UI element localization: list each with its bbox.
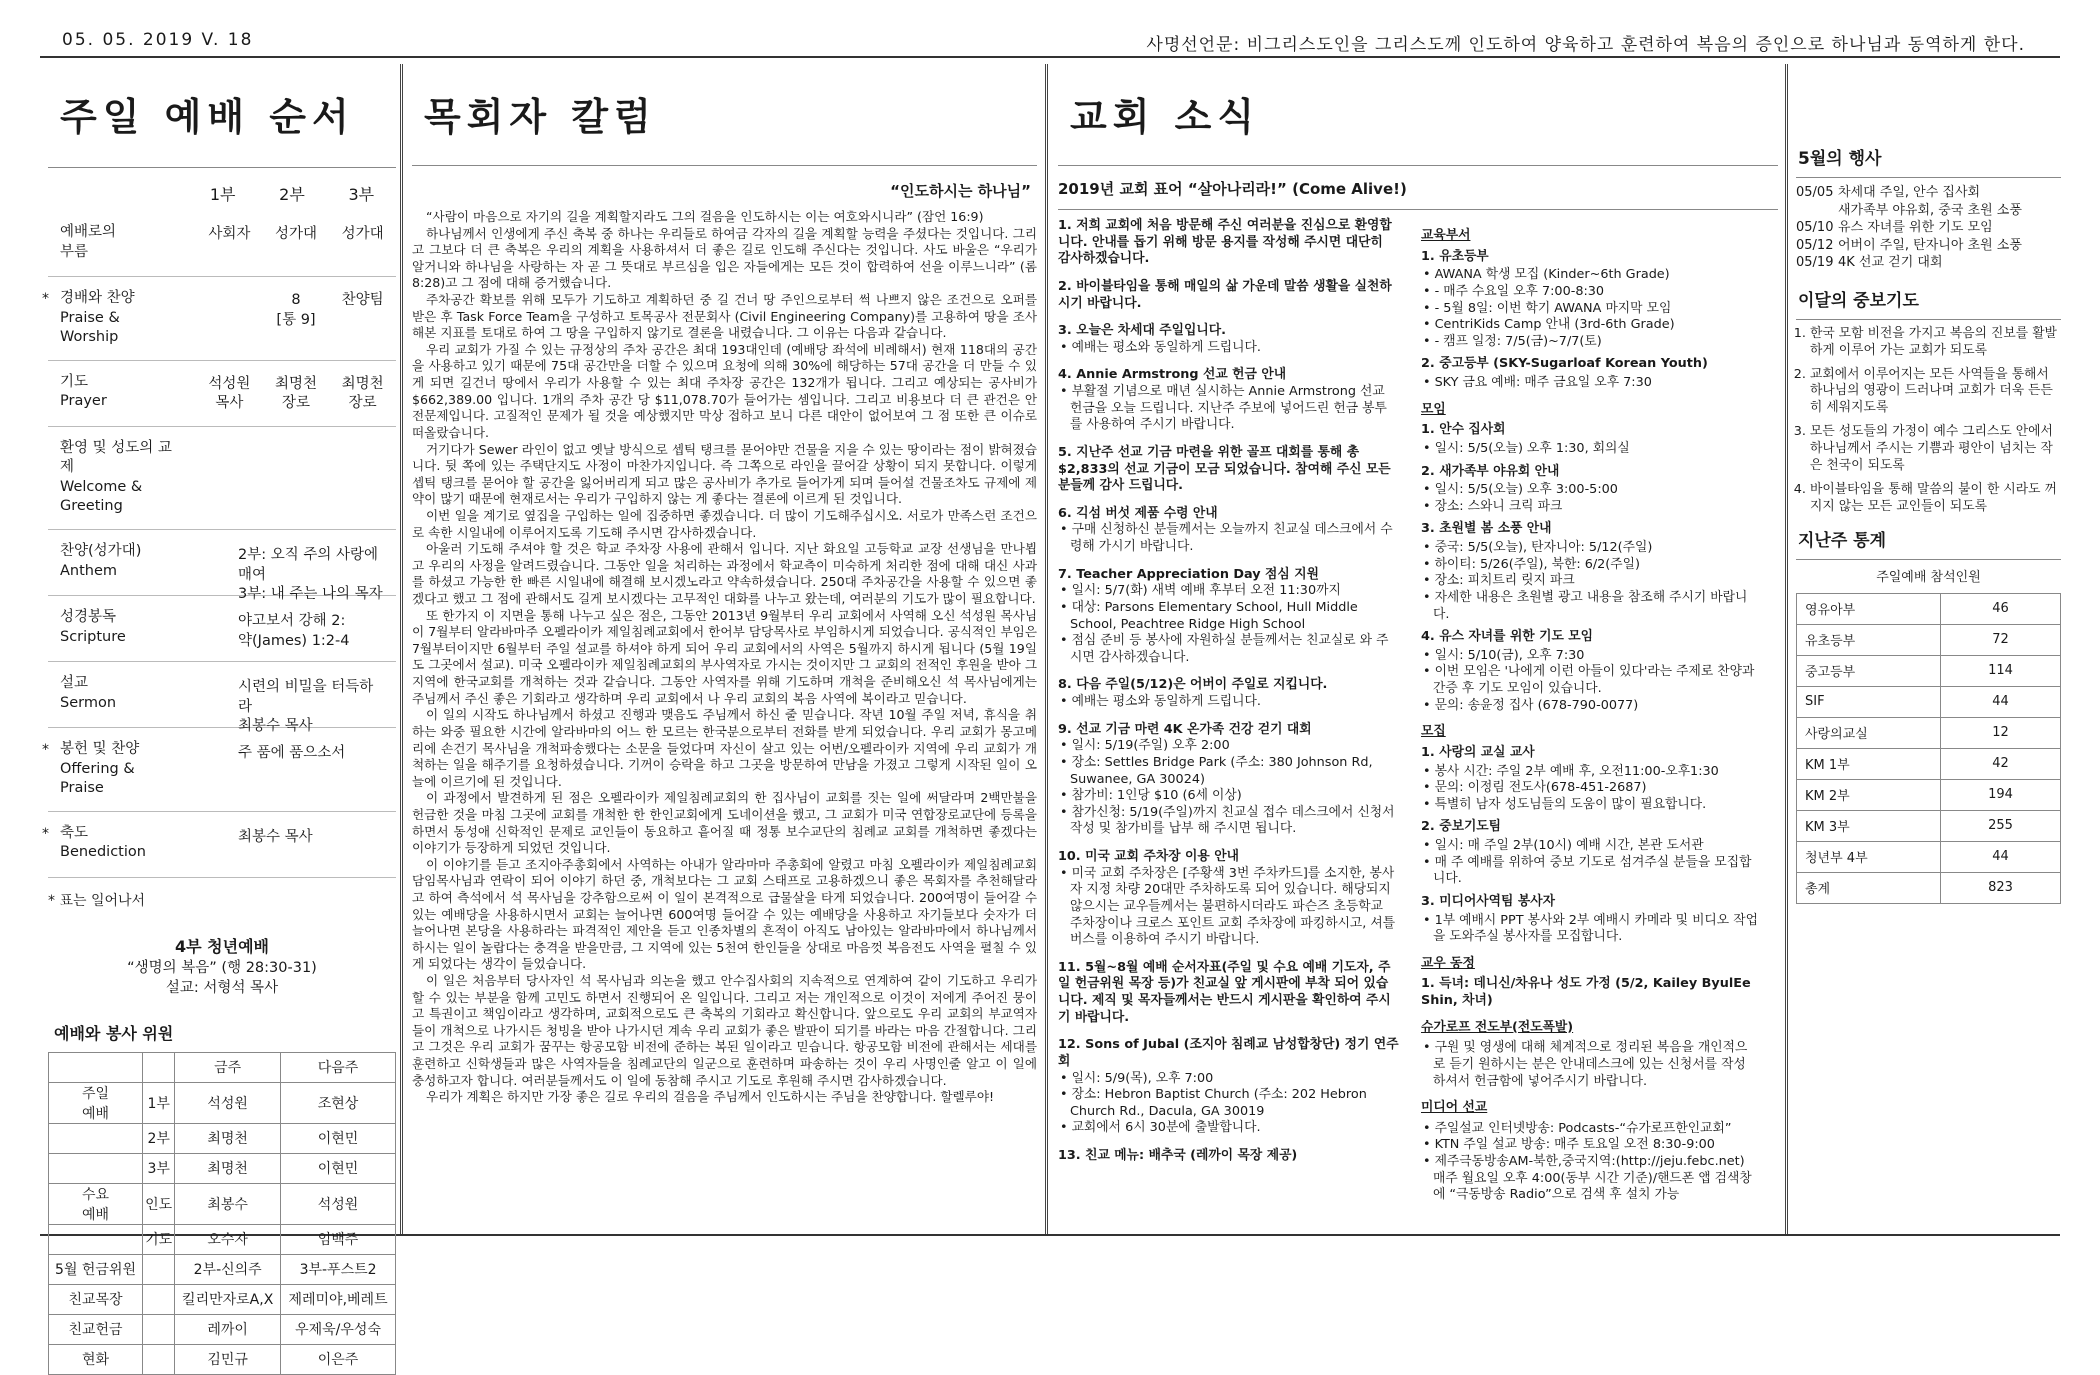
news-item-details bbox=[1058, 738, 1399, 838]
worship-title: 주일 예배 순서 bbox=[60, 95, 355, 139]
table-cell: 석성원 bbox=[281, 1183, 396, 1224]
news-item-title: 13. 친교 메뉴: 배추국 (레까이 목장 제공) bbox=[1058, 1148, 1298, 1163]
worship-item-leader: 찬양팀 bbox=[341, 292, 384, 308]
prayer-title: 이달의 중보기도 bbox=[1798, 290, 1919, 311]
table-row bbox=[1797, 624, 2061, 655]
table-row bbox=[1797, 593, 2061, 624]
table-header-cell bbox=[49, 1052, 143, 1082]
news-item-title: 7. Teacher Appreciation Day 점심 지원 bbox=[1058, 566, 1319, 582]
event-row bbox=[1796, 219, 2061, 237]
table-cell: 레까이 bbox=[175, 1314, 281, 1344]
news-detail: • - 매주 수요일 오후 7:00-8:30 bbox=[1433, 284, 1758, 301]
table-row bbox=[49, 1224, 396, 1254]
news-detail: • 특별히 남자 성도님들의 도움이 많이 필요합니다. bbox=[1433, 797, 1758, 814]
news-item bbox=[1058, 960, 1399, 1027]
worship-order-item bbox=[42, 277, 396, 361]
news-item-details bbox=[1421, 1040, 1758, 1090]
news-detail: • 일시: 5/19(주일) 오후 2:00 bbox=[1070, 738, 1399, 755]
news-item bbox=[1058, 1148, 1399, 1165]
table-header-cell: 다음주 bbox=[281, 1052, 396, 1082]
news-item-details bbox=[1058, 694, 1399, 711]
event-date: 05/19 bbox=[1796, 255, 1834, 271]
news-item bbox=[1058, 279, 1399, 312]
table-cell: 최명천 bbox=[175, 1153, 281, 1183]
table-row bbox=[1797, 779, 2061, 810]
article-paragraph: 이 일의 시작도 하나님께서 하셨고 진행과 맺음도 주님께서 하신 줄 믿습니다. 작년 10월 주일 저녁, 휴식을 취하는 와중 필요한 시간에 알라바마의 어느 한 모르는 한국분으로부터 전화를 받게 되었습니다. 우리 교회가 몽고메리에 손건기 목사님을 개척파송했다는 소문을 들었다며 자신이 살고 있는 어번/오펠라이카 지역에 우리 교회가 개척하는 일을 해주기를 요청하셨습니다. 기꺼이 승락을 하고 그곳을 방문하여 만남을 가졌고 그렇게 시작된 일이 오늘에 이르기에 된 것입니다. bbox=[412, 707, 1037, 789]
news-item-title: 10. 미국 교회 주차장 이용 안내 bbox=[1058, 849, 1239, 864]
news-detail: • 예배는 평소와 동일하게 드립니다. bbox=[1070, 694, 1399, 711]
table-row bbox=[49, 1082, 396, 1123]
news-item-details bbox=[1058, 583, 1399, 666]
news-item-title: 1. 안수 집사회 bbox=[1421, 422, 1506, 438]
news-item-title: 4. Annie Armstrong 선교 헌금 안내 bbox=[1058, 367, 1287, 383]
news-item bbox=[1421, 819, 1758, 888]
news-detail: • 일시: 5/10(금), 오후 7:30 bbox=[1433, 648, 1758, 665]
stat-value: 72 bbox=[1941, 624, 2061, 655]
table-cell: 3부 bbox=[143, 1153, 175, 1183]
event-text: 유스 자녀를 위한 기도 모임 bbox=[1838, 220, 1993, 236]
news-detail: • 대상: Parsons Elementary School, Hull Middle School, Peachtree Ridge High School bbox=[1070, 600, 1399, 633]
news-section-title: 미디어 선교 bbox=[1421, 1100, 1488, 1116]
stat-label: KM 1부 bbox=[1797, 748, 1941, 779]
worship-order-item bbox=[42, 728, 396, 812]
worship-item-leaders bbox=[196, 375, 396, 414]
table-row bbox=[1797, 686, 2061, 717]
article-paragraph: 이 과정에서 발견하게 된 점은 오펠라이카 제일침례교회의 한 집사님이 교회를 짓는 일에 써달라며 2백만불을 헌금한 것을 마침 그곳에 교회를 개척한 한 한인교회에게 도네이션을 했고, 그 교회가 미국 연합장로교단에 등록을 하면서 동성애 신학적인 문제로 교인들이 동요하고 흩어질 때 정통 보수교단의 침례교 교회를 개척하면 좋겠다는 이야기가 등장하게 되었던 것입니다. bbox=[412, 790, 1037, 856]
table-cell bbox=[143, 1344, 175, 1374]
news-item bbox=[1421, 1040, 1758, 1090]
news-detail: • 중국: 5/5(오늘), 탄자니아: 5/12(주일) bbox=[1433, 540, 1758, 557]
prayer-item: 2. 교회에서 이루어지는 모든 사역들을 통해서 하나님의 영광이 드러나며 교회가 더욱 든든히 세워지도록 bbox=[1810, 367, 2061, 418]
news-item bbox=[1058, 677, 1399, 710]
worship-item-detail: 최봉수 목사 bbox=[238, 828, 313, 845]
worship-item-detail: 주 품에 품으소서 bbox=[238, 744, 346, 761]
table-cell: 오수자 bbox=[175, 1224, 281, 1254]
worship-item-leaders bbox=[196, 291, 396, 330]
news-item bbox=[1058, 445, 1399, 495]
news-detail: • 일시: 매 주일 2부(10시) 예배 시간, 본관 도서관 bbox=[1433, 838, 1758, 855]
news-detail: • 예배는 평소와 동일하게 드립니다. bbox=[1070, 340, 1399, 357]
stat-value: 823 bbox=[1941, 872, 2061, 903]
news-section-title: 모임 bbox=[1421, 401, 1446, 417]
service-time-label: 2부 bbox=[279, 185, 305, 204]
news-detail: • 문의: 이정림 전도사(678-451-2687) bbox=[1433, 780, 1758, 797]
article-paragraph: 우리가 계획은 하지만 가장 좋은 길로 우리의 걸음을 주님께서 인도하시는 주님을 찬양합니다. 할렐루야! bbox=[426, 1089, 995, 1105]
news-item-title: 8. 다음 주일(5/12)은 어버이 주일로 지킵니다. bbox=[1058, 677, 1328, 693]
news-item-title: 2. 중보기도팀 bbox=[1421, 819, 1502, 835]
news-detail: • 주일설교 인터넷방송: Podcasts-“슈가로프한인교회” bbox=[1433, 1121, 1758, 1138]
youth-title: 4부 청년예배 bbox=[175, 936, 269, 956]
worship-item-detail: 야고보서 강해 2: 약(James) 1:2-4 bbox=[238, 612, 350, 649]
article-paragraph: 또 한가지 이 지면을 통해 나누고 싶은 점은, 그동안 2013년 9월부터 우리 교회에서 사역해 오신 석성원 목사님이 7월부터 알라바마주 오펠라이카 제일침례교회에서 한어부 담당목사로 부임하시게 되었습니다. 공식적인 부임은 7월부터이지만 6월부터 주일 설교를 하셔야 하게 되어 우리 교회에서의 사역은 5월까지 하시게 됩니다 (5월 19일도 그곳에서 설교). 미국 오펠라이카 제일침례교회의 부사역자로 가시는 것이지만 그 교회의 전적인 후원을 받아 그 지역에 한국교회를 개척하는 것과 같습니다. 그동안 사역자를 위해 기도하며 개척을 준비해오신 석 목사님에게는 주님께서 주신 좋은 기회라고 생각하며 우리 교회에서 나 우리 교회의 복음 사역에 복이라고 믿습니다. bbox=[412, 607, 1037, 706]
news-section-title: 슈가로프 전도부(전도폭발) bbox=[1421, 1019, 1574, 1035]
table-row bbox=[49, 1314, 396, 1344]
table-cell bbox=[49, 1224, 143, 1254]
worship-item-label: 예배로의 부름 bbox=[60, 224, 117, 260]
worship-order-item bbox=[42, 812, 396, 878]
youth-service bbox=[48, 936, 396, 999]
news-item-title: 11. 5월~8월 예배 순서자표(주일 및 수요 예배 기도자, 주일 헌금위원 목장 등)가 친교실 앞 게시판에 부착 되어 있습니다. 제직 및 목자들께서는 반드시 게시판을 확인하여 주시기 바랍니다. bbox=[1058, 959, 1391, 1025]
top-rule bbox=[40, 56, 2060, 58]
table-row bbox=[1797, 872, 2061, 903]
table-row bbox=[49, 1123, 396, 1153]
news-item bbox=[1421, 356, 1758, 391]
article-paragraph: 거기다가 Sewer 라인이 없고 옛날 방식으로 셉틱 탱크를 묻어야만 건물을 지을 수 있는 땅이라는 점이 밝혀졌습니다. 뒷 쪽에 있는 주택단지도 사정이 마찬가지입니다. 즉 그쪽으로 라인을 끌어갈 상황이 되지 못합니다. 이렇게 셉틱 탱크를 묻어야 할 공간을 잃어버리게 되고 많은 공사비가 추가로 들어가게 되며 들어설 건물조차도 규제에 제약이 많기 때문에 현재로서는 우리가 구입하지 않는 게 좋다는 결론에 이르게 된 것입니다. bbox=[412, 441, 1037, 507]
prayer-list bbox=[1796, 326, 2061, 516]
stat-label: 영유아부 bbox=[1797, 593, 1941, 624]
event-date: 05/12 bbox=[1796, 237, 1834, 253]
news-detail: • 제주극동방송AM-북한,중국지역:(http://jeju.febc.net) 매주 월요일 오후 4:00(동부 시간 기준)/핸드폰 앱 검색창에 “극동방송 Radio”으로 검색 후 설치 가능 bbox=[1433, 1154, 1758, 1204]
table-cell: 이현민 bbox=[281, 1123, 396, 1153]
worship-item-leader: 최명천 장로 bbox=[341, 375, 384, 412]
table-row bbox=[1797, 655, 2061, 686]
news-detail: • 매 주 예배를 위하여 중보 기도로 섬겨주실 분들을 모집합니다. bbox=[1433, 855, 1758, 888]
news-item bbox=[1058, 1037, 1399, 1137]
table-cell: 3부-푸스트2 bbox=[281, 1254, 396, 1284]
event-text: 차세대 주일, 안수 집사회 새가족부 야유회, 중국 초원 소풍 bbox=[1838, 185, 2022, 218]
news-item-details bbox=[1421, 441, 1758, 458]
table-row bbox=[49, 1052, 396, 1082]
table-row bbox=[1797, 810, 2061, 841]
news-item bbox=[1421, 422, 1758, 457]
column-subtitle: “인도하시는 하나님” bbox=[890, 182, 1031, 200]
news-detail: • 미국 교회 주차장은 [주황색 3번 주차카드]를 소지한, 봉사자 지정 차량 20대만 주차하도록 되어 있습니다. 해당되지 않으시는 교우들께서는 불편하시더라도 파슨즈 초등학교 주차장이나 크로스 포인트 교회 주차장에 파킹하시고, 셔틀버스를 이용하여 주시기 바랍니다. bbox=[1070, 866, 1399, 949]
worship-item-leader: 8 [통 9] bbox=[276, 292, 316, 328]
news-title: 교회 소식 bbox=[1070, 95, 1261, 139]
news-item-details bbox=[1058, 340, 1399, 357]
article-paragraph: 주차공간 확보를 위해 모두가 기도하고 계획하던 중 길 건너 땅 주인으로부터 썩 나쁘지 않은 조건으로 오퍼를 받은 후 Task Force Team을 구성하고 토목공사 전문회사 (Civil Engineering Company)를 고용하여 땅을 조사해본 지표를 토대로 하여 그 땅을 구입하지 않기로 결론을 내렸습니다. 그 이유는 다음과 같습니다. bbox=[412, 292, 1037, 341]
news-item-title: 3. 오늘은 차세대 주일입니다. bbox=[1058, 323, 1226, 339]
stat-value: 44 bbox=[1941, 686, 2061, 717]
table-cell bbox=[143, 1314, 175, 1344]
table-cell bbox=[143, 1284, 175, 1314]
column-divider bbox=[400, 64, 403, 1234]
news-item-details bbox=[1058, 384, 1399, 434]
news-item bbox=[1421, 976, 1758, 1009]
events-title: 5월의 행사 bbox=[1798, 149, 1882, 169]
stat-value: 12 bbox=[1941, 717, 2061, 748]
news-detail: • 하이티: 5/26(주일), 북한: 6/2(주일) bbox=[1433, 557, 1758, 574]
news-detail: • 참가신청: 5/19(주일)까지 친교실 접수 데스크에서 신청서 작성 및 참가비를 납부 해 주시면 됩니다. bbox=[1070, 805, 1399, 838]
event-text: 어버이 주일, 탄자니아 초원 소풍 bbox=[1838, 237, 2022, 253]
worship-order-item bbox=[48, 662, 396, 735]
news-detail: • 봉사 시간: 주일 2부 예배 후, 오전11:00-오후1:30 bbox=[1433, 764, 1758, 781]
table-cell: 현화 bbox=[49, 1344, 143, 1374]
stat-label: 청년부 4부 bbox=[1797, 841, 1941, 872]
worship-item-leader bbox=[196, 291, 263, 330]
news-detail: • 일시: 5/9(목), 오후 7:00 bbox=[1070, 1071, 1399, 1088]
news-detail: • 장소: Hebron Baptist Church (주소: 202 Hebron Church Rd., Dacula, GA 30019 bbox=[1070, 1087, 1399, 1120]
table-cell: 최명천 bbox=[175, 1123, 281, 1153]
worship-item-leader: 성가대 bbox=[341, 226, 384, 242]
month-events bbox=[1796, 184, 2061, 272]
news-detail: • SKY 금요 예배: 매주 금요일 오후 7:30 bbox=[1433, 375, 1758, 392]
church-motto: 2019년 교회 표어 “살아나리라!” (Come Alive!) bbox=[1058, 180, 1407, 198]
event-row bbox=[1796, 237, 2061, 255]
event-date: 05/10 bbox=[1796, 220, 1834, 236]
stat-label: KM 2부 bbox=[1797, 779, 1941, 810]
news-detail: • 장소: 피치트리 릿지 파크 bbox=[1433, 573, 1758, 590]
news-item-title: 3. 미디어사역팀 봉사자 bbox=[1421, 893, 1555, 909]
article-paragraph: 이번 일을 계기로 옆집을 구입하는 일에 집중하면 좋겠습니다. 더 많이 기도해주십시오. 서로가 만족스런 조건으로 속한 시일내에 이루어지도록 기도해 주시면 감사하겠습니다. bbox=[412, 507, 1037, 540]
standing-mark: * bbox=[42, 825, 49, 842]
worship-order-item bbox=[48, 211, 396, 277]
article-paragraph: 이 이야기를 듣고 조지아주총회에서 사역하는 아내가 알라마마 주총회에 알렸고 마침 오펠라이카 제일침례교회 담임목사님과 연락이 되어 이야기 하던 중, 개척보다는 그 교회 스태프로 고용하겠으니 좋은 목회자를 추천해달라고 하여 측석에서 석 목사님을 강추함으로써 이 일이 본격적으로 급물살을 타게 되었습니다. 200여명이 들어갈 수 있는 예배당을 사용하시면서 교회는 늘어나면 600여명 들어갈 수 있는 예배당을 사용하고 자기들보다 숫자가 더 늘어나면 본당을 사용하라는 파격적인 제안을 듣고 인종차별의 흔적이 아직도 남아있는 알라바마에서 하나님께서 하시는 일이 놀랍다는 충격을 받을만큼, 그 지역에 있는 5천여 한인들을 상대로 마음껏 복음전도 사역을 펼칠 수 있게 되었다는 생각이 들었습니다. bbox=[412, 856, 1037, 972]
news-item bbox=[1058, 506, 1399, 556]
news-section-title: 교육부서 bbox=[1421, 228, 1471, 243]
worship-item-label: 설교 Sermon bbox=[60, 674, 117, 711]
worship-item-leader: 최명천 장로 bbox=[274, 375, 318, 412]
news-item-title: 3. 초원별 봄 소풍 안내 bbox=[1421, 521, 1552, 537]
pastor-column bbox=[412, 64, 1037, 1234]
table-row bbox=[49, 1254, 396, 1284]
news-detail: • 일시: 5/5(오늘) 오후 1:30, 회의실 bbox=[1433, 441, 1758, 458]
standing-note: * 표는 일어나서 bbox=[48, 892, 146, 909]
worship-order-item bbox=[48, 596, 396, 662]
table-row bbox=[49, 1284, 396, 1314]
prayer-item: 1. 한국 모함 비전을 가지고 복음의 진보를 활발하게 이루어 가는 교회가 되도록 bbox=[1810, 326, 2061, 360]
table-row bbox=[1797, 841, 2061, 872]
news-item-details bbox=[1058, 522, 1399, 555]
service-time-headers bbox=[48, 182, 396, 205]
worship-item-label: 기도 Prayer bbox=[60, 373, 107, 410]
news-detail: • 문의: 송윤정 집사 (678-790-0077) bbox=[1433, 698, 1758, 715]
table-cell: 친교헌금 bbox=[49, 1314, 143, 1344]
worship-order-item bbox=[48, 361, 396, 427]
standing-mark: * bbox=[42, 291, 49, 307]
worship-item-label: 성경봉독 Scripture bbox=[60, 608, 126, 645]
article-paragraph: “사람이 마음으로 자기의 길을 계획할지라도 그의 걸음을 인도하시는 이는 여호와시니라” (잠언 16:9) bbox=[426, 209, 984, 224]
table-row bbox=[1797, 717, 2061, 748]
standing-mark: * bbox=[42, 741, 49, 758]
worship-item-leader: 석성원 목사 bbox=[208, 375, 251, 412]
news-item bbox=[1421, 249, 1758, 351]
table-header-cell bbox=[143, 1052, 175, 1082]
table-cell bbox=[49, 1123, 143, 1153]
news-detail: • 구원 및 영생에 대해 체계적으로 정리된 복음을 개인적으로 듣기 원하시는 분은 안내데스크에 있는 신청서를 작성하셔서 헌금함에 넣어주시기 바랍니다. bbox=[1433, 1040, 1758, 1090]
news-detail: • CentriKids Camp 안내 (3rd-6th Grade) bbox=[1433, 317, 1758, 334]
worship-column bbox=[42, 64, 396, 1369]
news-item-details bbox=[1421, 482, 1758, 515]
table-row bbox=[49, 1183, 396, 1224]
news-detail: • 구매 신청하신 분들께서는 오늘까지 친교실 데스크에서 수령해 가시기 바랍니다. bbox=[1070, 522, 1399, 555]
worship-item-label: 환영 및 성도의 교제 Welcome & Greeting bbox=[60, 439, 172, 515]
worship-order-item bbox=[48, 427, 396, 530]
news-item-title: 9. 선교 기금 마련 4K 온가족 건강 걷기 대회 bbox=[1058, 721, 1312, 737]
table-cell bbox=[49, 1153, 143, 1183]
news-detail: • 자세한 내용은 초원별 광고 내용을 참조해 주시기 바랍니다. bbox=[1433, 590, 1758, 623]
stat-value: 46 bbox=[1941, 593, 2061, 624]
news-detail: • 교회에서 6시 30분에 출발합니다. bbox=[1070, 1120, 1399, 1137]
mission-statement: 사명선언문: 비그리스도인을 그리스도께 인도하여 양육하고 훈련하여 복음의 증인으로 하나님과 동역하게 한다. bbox=[1146, 35, 2025, 55]
news-item bbox=[1058, 567, 1399, 667]
issue-date: 05. 05. 2019 V. 18 bbox=[62, 30, 254, 50]
article-paragraph: 우리 교회가 가질 수 있는 규정상의 주차 공간은 최대 193대인데 (예배당 좌석에 비례해서) 현재 118대의 공간을 사용하고 있기 때문에 75대 공간만을 더할 수 있으며 요청에 의해 30%에 해당하는 57대 공간을 더 만들 수 있게 되면 길건너 땅에서 우리가 사용할 수 있는 최대 주차장 공간은 132개가 됩니다. 그리고 예상되는 공사비가 $662,389.00 입니다. 1개의 주차 공간 당 $11,078.70가 들어가는 셈입니다. 그리고 비용보다 더 큰 관건은 안전문제입니다. 고질적인 문제가 될 것을 예상했지만 막상 접하고 보니 다른 대안이 없어보여 그 점 또한 큰 이슈로 떠올랐습니다. bbox=[412, 341, 1037, 440]
news-item-details bbox=[1421, 1121, 1758, 1204]
table-cell: 이현민 bbox=[281, 1153, 396, 1183]
table-cell: 주일 예배 bbox=[49, 1082, 143, 1123]
table-cell: 우제욱/우성숙 bbox=[281, 1314, 396, 1344]
news-item-title: 1. 저희 교회에 처음 방문해 주신 여러분을 진심으로 환영합니다. 안내를 돕기 위해 방문 용지를 작성해 주시면 대단히 감사하겠습니다. bbox=[1058, 218, 1392, 267]
news-section-title: 교우 동정 bbox=[1421, 955, 1475, 971]
worship-item-label: 봉헌 및 찬양 Offering & Praise bbox=[60, 740, 140, 797]
news-item-details bbox=[1421, 267, 1758, 350]
table-cell: 친교목장 bbox=[49, 1284, 143, 1314]
table-cell: 기도 bbox=[143, 1224, 175, 1254]
stat-value: 44 bbox=[1941, 841, 2061, 872]
news-section-title: 모집 bbox=[1421, 724, 1446, 740]
table-cell: 최봉수 bbox=[175, 1183, 281, 1224]
news-detail: • 부활절 기념으로 매년 실시하는 Annie Armstrong 선교 헌금을 오늘 드립니다. 지난주 주보에 넣어드린 헌금 봉투를 사용하여 주시기 바랍니다. bbox=[1070, 384, 1399, 434]
table-cell: 제레미야,베레트 bbox=[281, 1284, 396, 1314]
attendance-table bbox=[1796, 593, 2061, 904]
stat-label: 유초등부 bbox=[1797, 624, 1941, 655]
worship-item-label: 축도 Benediction bbox=[60, 824, 146, 861]
news-item bbox=[1058, 218, 1399, 268]
news-column bbox=[1058, 64, 1778, 1234]
news-detail: • 이번 모임은 '나에게 이런 아들이 있다'라는 주제로 찬양과 간증 후 기도 모임이 있습니다. bbox=[1433, 664, 1758, 697]
stat-value: 255 bbox=[1941, 810, 2061, 841]
news-detail: • 점심 준비 등 봉사에 자원하실 분들께서는 친교실로 와 주시면 감사하겠습니다. bbox=[1070, 633, 1399, 666]
worship-item-label: 경배와 찬양 Praise & Worship bbox=[60, 290, 135, 346]
news-detail: • - 캠프 일정: 7/5(금)~7/7(토) bbox=[1433, 334, 1758, 351]
stat-label: KM 3부 bbox=[1797, 810, 1941, 841]
worship-item-label: 찬양(성가대) Anthem bbox=[60, 542, 142, 579]
article-paragraph: 아울러 기도해 주셔야 할 것은 학교 주차장 사용에 관해서 입니다. 지난 화요일 고등학교 교장 선생님을 만나뵙고 우리의 사정을 알려드렸습니다. 그동안 일을 처리하는 과정에서 학교측이 미숙하게 처리한 점에 대해 대신 사과를 하셨고 가능한 한 빠른 시일내에 해결해 보시겠노라고 약속하셨습니다. 250대 주차공간을 사용할 수 있으면 좋겠다고 했고 그 점에 관해서도 길게 보시겠다는 고무적인 대화를 나누고 왔는데, 여러분의 기도가 많이 필요합니다. bbox=[412, 541, 1037, 607]
news-item bbox=[1421, 464, 1758, 516]
news-item-details bbox=[1421, 648, 1758, 715]
news-item-details bbox=[1421, 764, 1758, 814]
table-cell bbox=[143, 1254, 175, 1284]
youth-preacher: 설교: 서형석 목사 bbox=[165, 980, 279, 997]
news-item-details bbox=[1421, 838, 1758, 888]
youth-scripture: “생명의 복음” (행 28:30-31) bbox=[127, 960, 317, 977]
news-list bbox=[1058, 218, 1413, 1210]
service-time-label: 3부 bbox=[348, 185, 375, 204]
event-date: 05/05 bbox=[1796, 185, 1834, 200]
table-cell: 석성원 bbox=[175, 1082, 281, 1123]
service-time-label: 1부 bbox=[209, 185, 236, 204]
stats-title: 지난주 통계 bbox=[1798, 530, 1887, 551]
news-item-details bbox=[1421, 540, 1758, 623]
table-row bbox=[49, 1153, 396, 1183]
worship-item-leader: 사회자 bbox=[208, 226, 251, 242]
table-cell: 2부 bbox=[143, 1123, 175, 1153]
event-text: 4K 선교 걷기 대회 bbox=[1838, 255, 1943, 271]
prayer-item: 4. 바이블타임을 통해 말씀의 불이 한 시라도 꺼지지 않는 모든 교인들이 되도록 bbox=[1810, 482, 2061, 516]
worship-item-leader: 성가대 bbox=[274, 226, 318, 242]
side-column bbox=[1796, 64, 2061, 1234]
table-cell: 김민규 bbox=[175, 1344, 281, 1374]
news-item bbox=[1421, 745, 1758, 814]
news-item-title: 2. 바이블타임을 통해 매일의 삶 가운데 말씀 생활을 실천하시기 바랍니다. bbox=[1058, 278, 1392, 311]
news-detail: • 장소: Settles Bridge Park (주소: 380 Johnson Rd, Suwanee, GA 30024) bbox=[1070, 755, 1399, 788]
news-item-title: 1. 사랑의 교실 교사 bbox=[1421, 744, 1535, 760]
article-paragraph: 하나님께서 인생에게 주신 축복 중 하나는 우리들로 하여금 각자의 길을 계획할 능력을 주셨다는 것입니다. 그리고 그보다 더 큰 축복은 우리의 계획을 사용하셔서 더 좋은 길로 인도해 주신다는 것입니다. 사도 바울은 “우리가 알거니와 하나님을 사랑하는 자 곧 그 뜻대로 부르심을 입은 자들에게는 모든 것이 합력하여 선을 이루느니라” (롬8:28)고 그 점에 대해 증거했습니다. bbox=[412, 225, 1037, 291]
news-item bbox=[1421, 1121, 1758, 1204]
table-cell: 2부-신의주 bbox=[175, 1254, 281, 1284]
column-divider bbox=[1785, 64, 1788, 1234]
pastor-title: 목회자 칼럼 bbox=[424, 95, 657, 139]
news-item bbox=[1058, 722, 1399, 838]
prayer-item: 3. 모든 성도들의 가정이 예수 그리스도 안에서 하나님께서 주시는 기쁨과 평안이 넘치는 작은 천국이 되도록 bbox=[1810, 424, 2061, 475]
table-cell: 조현상 bbox=[281, 1082, 396, 1123]
news-detail: • AWANA 학생 모집 (Kinder~6th Grade) bbox=[1433, 267, 1758, 284]
news-item bbox=[1421, 629, 1758, 714]
news-detail: • 일시: 5/7(화) 새벽 예배 후부터 오전 11:30까지 bbox=[1070, 583, 1399, 600]
table-cell: 수요 예배 bbox=[49, 1183, 143, 1224]
stat-label: 사랑의교실 bbox=[1797, 717, 1941, 748]
stat-label: SIF bbox=[1797, 686, 1941, 717]
news-item bbox=[1058, 367, 1399, 434]
column-divider bbox=[1045, 64, 1048, 1234]
news-item-details bbox=[1421, 375, 1758, 392]
news-detail: • - 5월 8일: 이번 학기 AWANA 마지막 모임 bbox=[1433, 301, 1758, 318]
service-committee-table bbox=[48, 1052, 396, 1375]
stat-label: 중고등부 bbox=[1797, 655, 1941, 686]
worship-item-leaders bbox=[196, 225, 396, 245]
service-committee-title: 예배와 봉사 위원 bbox=[54, 1023, 174, 1043]
table-cell: 인도 bbox=[143, 1183, 175, 1224]
news-item-details bbox=[1058, 866, 1399, 949]
news-item-title: 5. 지난주 선교 기금 마련을 위한 골프 대회를 통해 총 $2,833의 선교 기금이 모금 되었습니다. 참여해 주신 모든 분들께 감사 드립니다. bbox=[1058, 444, 1391, 494]
event-row bbox=[1796, 254, 2061, 272]
news-detail: • 참가비: 1인당 $10 (6세 이상) bbox=[1070, 788, 1399, 805]
news-item bbox=[1058, 849, 1399, 949]
table-row bbox=[1797, 748, 2061, 779]
table-cell: 임백주 bbox=[281, 1224, 396, 1254]
news-item-title: 4. 유스 자녀를 위한 기도 모임 bbox=[1421, 629, 1594, 645]
news-item-title: 2. 새가족부 야유회 안내 bbox=[1421, 463, 1560, 479]
stat-value: 42 bbox=[1941, 748, 2061, 779]
worship-order-list bbox=[42, 211, 396, 878]
column-article bbox=[412, 209, 1037, 1106]
news-detail: • 일시: 5/5(오늘) 오후 3:00-5:00 bbox=[1433, 482, 1758, 499]
news-item-title: 6. 긱섬 버섯 제품 수령 안내 bbox=[1058, 505, 1218, 521]
news-item-details bbox=[1421, 913, 1758, 946]
worship-order-item bbox=[48, 530, 396, 603]
news-detail: • 장소: 스와니 크릭 파크 bbox=[1433, 499, 1758, 516]
news-item-title: 2. 중고등부 (SKY-Sugarloaf Korean Youth) bbox=[1421, 356, 1708, 372]
article-paragraph: 이 일은 처음부터 당사자인 석 목사님과 의논을 했고 안수집사회의 지속적으로 연계하여 같이 기도하고 우리가 할 수 있는 부분을 함께 고민도 하면서 진행되어 온 일입니다. 그리고 저는 개인적으로 이것이 저에게 주어진 뭉이고 특권이고 책임이라고 생각하며, 교회적으로도 큰 축복의 기회라고 확신합니다. 앞으로도 우리 교회의 부교역자들이 개척으로 나가시든 청빙을 받아 나가시던 계속 우리 교회가 좋은 발판이 되기를 바라는 마음 간절합니다. 그리고 그것은 우리 교회가 꿈꾸는 항공모함 비전에 준하는 복된 일이라고 믿습니다. 항공모함 비전에 관해서는 세대를 훈련하고 신학생들과 많은 사역자들을 침례교단의 일군으로 훈련하며 파송하는 것이 우리 사명인줄 알고 이 일에 충성하고자 합니다. 여러분들께서도 이 일에 동참해 주시고 기도로 후원해 주시면 감사하겠습니다. bbox=[412, 973, 1037, 1088]
table-cell: 5월 헌금위원 bbox=[49, 1254, 143, 1284]
news-item bbox=[1421, 521, 1758, 623]
table-cell: 1부 bbox=[143, 1082, 175, 1123]
stat-value: 194 bbox=[1941, 779, 2061, 810]
table-row bbox=[49, 1344, 396, 1374]
table-cell: 이은주 bbox=[281, 1344, 396, 1374]
news-item-title: 1. 득녀: 데니신/차유나 성도 가정 (5/2, Kailey ByulEe Shin, 차녀) bbox=[1421, 976, 1751, 1008]
department-news bbox=[1413, 218, 1758, 1210]
news-item-details bbox=[1058, 1071, 1399, 1138]
header-bar bbox=[40, 22, 2065, 56]
worship-item-detail: 시련의 비밀을 터득하라 최봉수 목사 bbox=[238, 678, 374, 735]
event-row bbox=[1796, 184, 2061, 219]
news-detail: • KTN 주일 설교 방송: 매주 토요일 오전 8:30-9:00 bbox=[1433, 1137, 1758, 1154]
stats-header: 주일예배 참석인원 bbox=[1876, 569, 1981, 585]
news-item bbox=[1421, 894, 1758, 946]
news-detail: • 1부 예배시 PPT 봉사와 2부 예배시 카메라 및 비디오 작업을 도와주실 봉사자를 모집합니다. bbox=[1433, 913, 1758, 946]
table-header-cell: 금주 bbox=[175, 1052, 281, 1082]
worship-item-detail: 2부: 오직 주의 사랑에 매여 3부: 내 주는 나의 목자 bbox=[238, 546, 383, 603]
news-item-title: 12. Sons of Jubal (조지아 침례교 남성합창단) 정기 연주회 bbox=[1058, 1037, 1399, 1069]
stat-value: 114 bbox=[1941, 655, 2061, 686]
news-item bbox=[1058, 323, 1399, 356]
news-item-title: 1. 유초등부 bbox=[1421, 248, 1489, 264]
table-cell: 킬리만자로A,X bbox=[175, 1284, 281, 1314]
stat-label: 총계 bbox=[1797, 872, 1941, 903]
